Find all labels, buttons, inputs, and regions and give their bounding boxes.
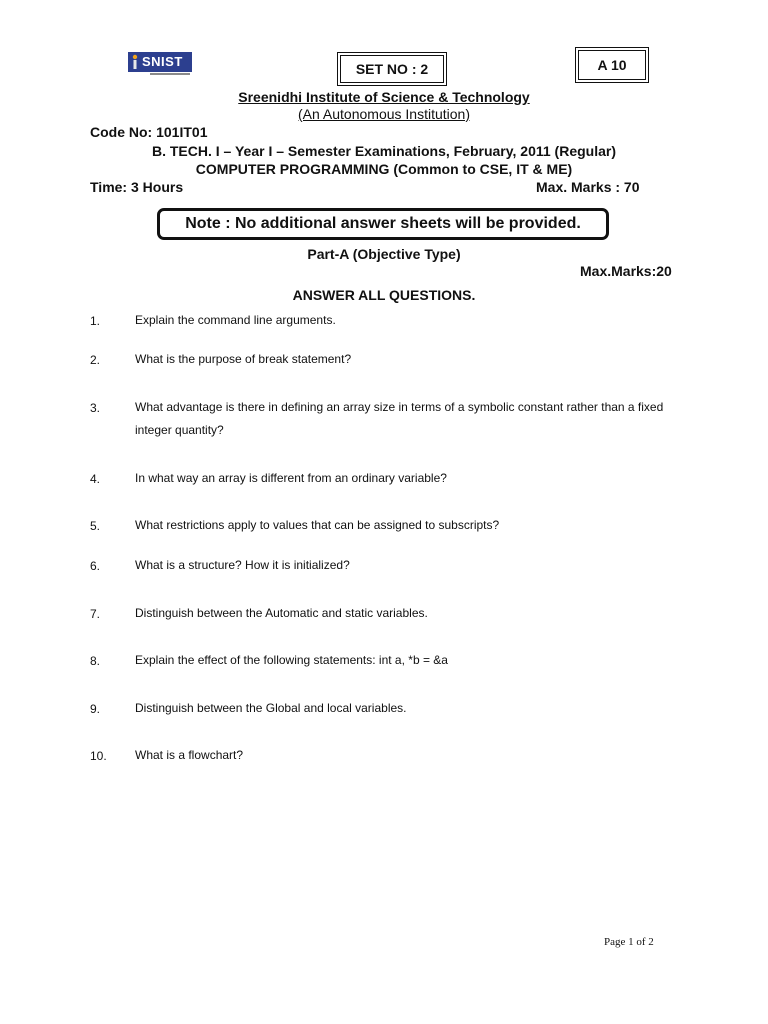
question-number: 7.: [90, 607, 101, 621]
logo-tagline-line: [150, 73, 190, 75]
instruction: ANSWER ALL QUESTIONS.: [292, 287, 476, 303]
note-box: [157, 208, 609, 240]
course-line: B. TECH. I – Year I – Semester Examinations, February, 2011 (Regular): [151, 143, 616, 159]
question-number: 3.: [90, 401, 101, 415]
question-number: 9.: [90, 702, 101, 716]
question-text: What advantage is there in defining an array size in terms of a symbolic constant rather than a fixed integer quantity?: [135, 400, 664, 437]
institute-name: Sreenidhi Institute of Science & Technology: [238, 89, 530, 105]
note-text: Note : No additional answer sheets will be provided.: [185, 215, 581, 232]
question-number: 2.: [90, 353, 101, 367]
question-number: 10.: [90, 749, 107, 763]
subject-line: COMPUTER PROGRAMMING (Common to CSE, IT & ME): [195, 161, 573, 177]
question-text: What is the purpose of break statement?: [135, 352, 352, 366]
question-text: Explain the command line arguments.: [135, 313, 336, 327]
question-number: 5.: [90, 519, 101, 533]
exam-time: Time: 3 Hours: [90, 179, 184, 195]
question-number: 8.: [90, 654, 101, 668]
part-max-marks: Max.Marks:20: [580, 263, 672, 279]
paper-code-box: [578, 50, 646, 80]
question-number: 1.: [90, 314, 101, 328]
set-number: SET NO : 2: [355, 61, 429, 77]
question-text: What is a structure? How it is initialized?: [135, 558, 350, 572]
question-text: Explain the effect of the following statements: int a, *b = &a: [135, 653, 448, 667]
question-text: Distinguish between the Automatic and static variables.: [135, 606, 428, 620]
part-title: Part-A (Objective Type): [307, 246, 461, 262]
page-number: Page 1 of 2: [604, 936, 654, 948]
question-text: Distinguish between the Global and local variables.: [135, 701, 407, 715]
question-text: In what way an array is different from an ordinary variable?: [135, 471, 447, 485]
set-number-box: [340, 55, 444, 83]
exam-max-marks: Max. Marks : 70: [536, 179, 640, 195]
paper-code: A 10: [597, 57, 627, 73]
question-number: 4.: [90, 472, 101, 486]
question-number: 6.: [90, 559, 101, 573]
code-number: Code No: 101IT01: [90, 124, 208, 140]
logo-text: SNIST: [142, 54, 183, 69]
institute-logo: [128, 52, 192, 78]
question-text: What restrictions apply to values that can be assigned to subscripts?: [135, 518, 500, 532]
question-text: What is a flowchart?: [135, 748, 244, 762]
institute-subtitle: (An Autonomous Institution): [298, 106, 470, 122]
torch-figure-icon: [131, 54, 139, 70]
